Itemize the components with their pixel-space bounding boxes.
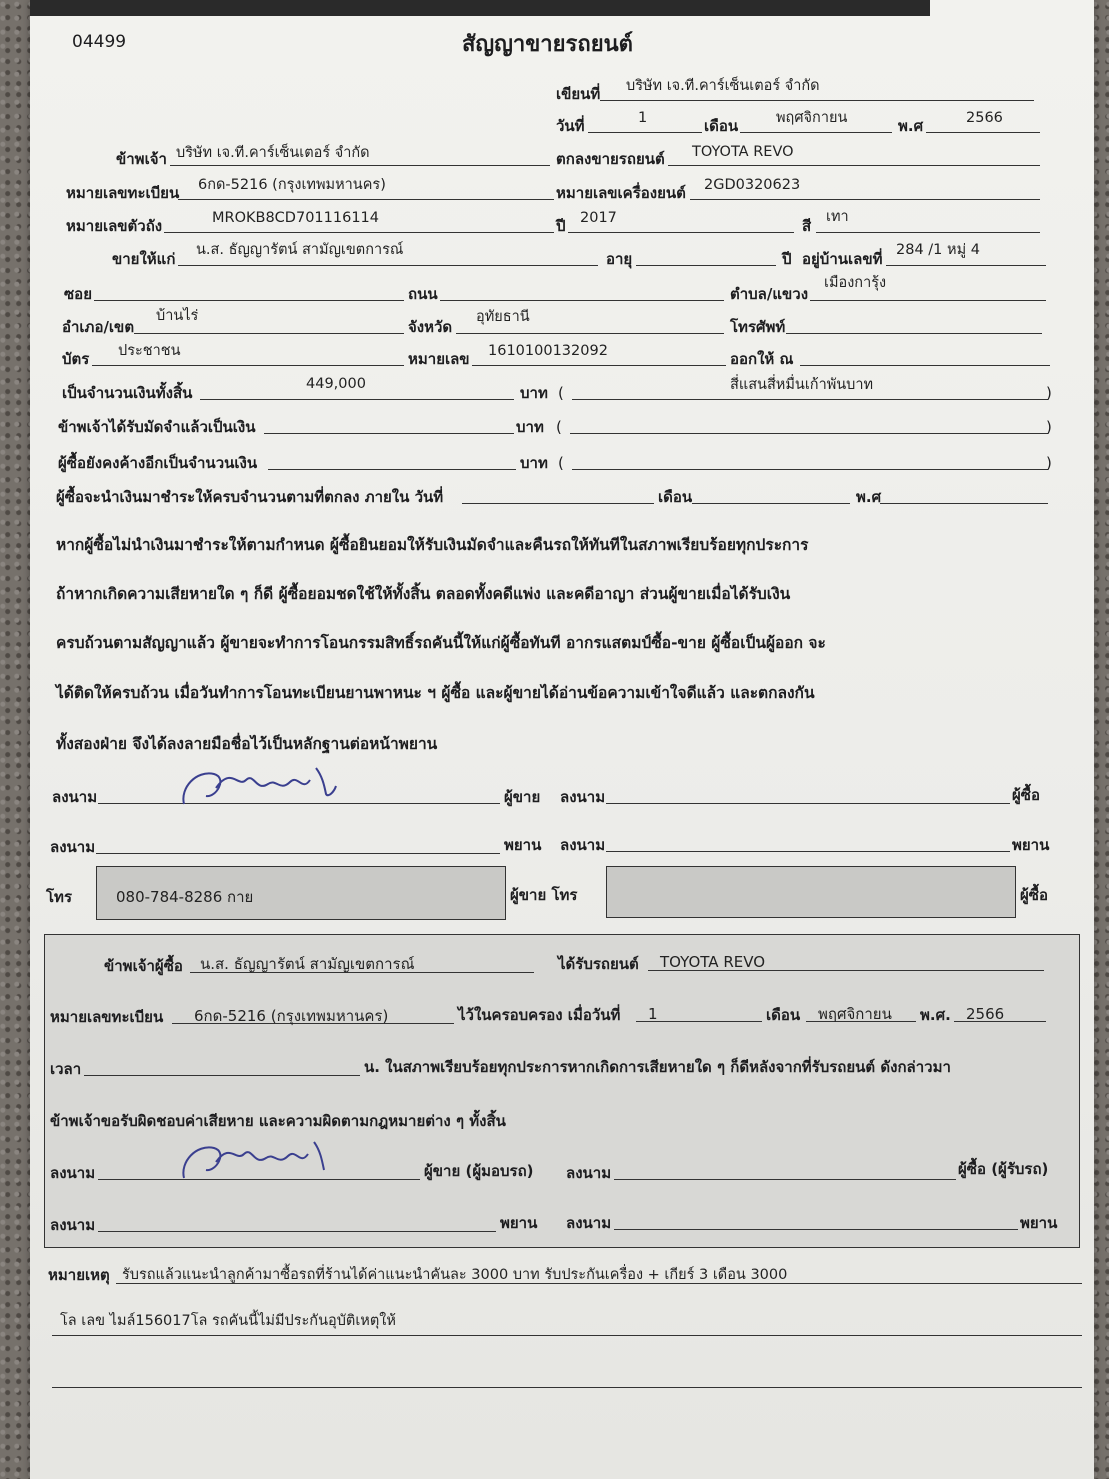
i-am-label: ข้าพเจ้า [116, 150, 167, 168]
phone-label: โทรศัพท์ [730, 318, 786, 336]
issued-at-line [800, 365, 1050, 366]
written-at-line [600, 100, 1034, 101]
province-line [456, 333, 724, 334]
witness2-sign-line [606, 851, 1010, 852]
witness-label-2: พยาน [1012, 836, 1050, 854]
seller-name-value: บริษัท เจ.ที.คาร์เซ็นเตอร์ จำกัด [176, 145, 370, 161]
card-no-label: หมายเลข [408, 350, 470, 368]
car-model-line [668, 165, 1040, 166]
buyer-label-2: ผู้ซื้อ [1020, 886, 1048, 904]
remarks-line-3 [52, 1387, 1082, 1388]
chassis-no-value: MROKB8CD701116114 [212, 210, 379, 226]
date-line [588, 132, 702, 133]
receipt-witness-label-1: พยาน [500, 1214, 538, 1232]
tel-label: โทร [46, 888, 73, 906]
pay-by-year-label: พ.ศ [856, 488, 882, 506]
remaining-label: ผู้ซื้อยังคงค้างอีกเป็นจำนวนเงิน [58, 454, 258, 472]
close-paren-1: ) [1046, 384, 1052, 402]
seller-sign-label: ลงนาม [52, 788, 98, 806]
baht-label-3: บาท [520, 454, 548, 472]
binder-strip [30, 0, 930, 16]
written-at-label: เขียนที่ [556, 85, 601, 103]
date-label: วันที่ [556, 117, 585, 135]
possession-day-value: 1 [648, 1005, 658, 1023]
condition-text: น. ในสภาพเรียบร้อยทุกประการหากเกิดการเสียหายใด ๆ ก็ดีหลังจากที่รับรถยนต์ ดังกล่าวมา [364, 1058, 951, 1076]
witness-label-1: พยาน [504, 836, 542, 854]
clause-line-3: ครบถ้วนตามสัญญาแล้ว ผู้ขายจะทำการโอนกรรมสิทธิ์รถคันนี้ให้แก่ผู้ซื้อทันที อากรแสตมป์ซื้อ-ขาย ผู้ซื้อเป็นผู้ออก จะ [56, 634, 826, 652]
buyer-phone-box [606, 866, 1016, 918]
receipt-witness2-sign-line [614, 1229, 1018, 1230]
baht-label-1: บาท [520, 384, 548, 402]
chassis-no-label: หมายเลขตัวถัง [66, 217, 163, 235]
document-number: 04499 [72, 32, 127, 52]
buyer-label-1: ผู้ซื้อ [1012, 786, 1040, 804]
total-amount-label: เป็นจำนวนเงินทั้งสิ้น [62, 384, 193, 402]
time-label: เวลา [50, 1060, 82, 1078]
seller-name-line [170, 165, 550, 166]
month-value: พฤศจิกายน [776, 110, 848, 126]
receipt-witness2-sign-label: ลงนาม [566, 1214, 612, 1232]
receipt-seller-signature-icon [176, 1134, 336, 1184]
engine-no-label: หมายเลขเครื่องยนต์ [556, 184, 686, 202]
received-car-value: TOYOTA REVO [660, 953, 766, 971]
color-label: สี [802, 217, 812, 235]
subdistrict-label: ตำบล/แขวง [730, 285, 809, 303]
car-year-value: 2017 [580, 210, 617, 226]
remaining-words-line [572, 469, 1048, 470]
responsibility-text: ข้าพเจ้าขอรับผิดชอบค่าเสียหาย และความผิดตามกฎหมายต่าง ๆ ทั้งสิ้น [50, 1112, 506, 1130]
close-paren-2: ) [1046, 418, 1052, 436]
receipt-witness-label-2: พยาน [1020, 1214, 1058, 1232]
car-model-value: TOYOTA REVO [692, 144, 794, 160]
seller-phone-value: 080-784-8286 กาย [116, 888, 254, 906]
remaining-line [268, 469, 516, 470]
seller-tel-label: ผู้ขาย โทร [510, 886, 578, 904]
card-no-line [472, 365, 726, 366]
amount-words-line [572, 399, 1048, 400]
buyer-sign-line [606, 803, 1010, 804]
road-line [440, 300, 724, 301]
deposit-line [264, 433, 514, 434]
possession-label: ไว้ในครอบครอง เมื่อวันที่ [458, 1006, 621, 1024]
reg-no-label: หมายเลขทะเบียน [66, 184, 180, 202]
car-receipt-panel [44, 934, 1080, 1248]
receipt-year-label: พ.ศ. [920, 1006, 951, 1024]
district-line [134, 333, 404, 334]
color-line [816, 232, 1040, 233]
agree-sell-label: ตกลงขายรถยนต์ [556, 150, 665, 168]
road-label: ถนน [408, 285, 438, 303]
car-year-line [568, 232, 794, 233]
receipt-reg-value: 6กด-5216 (กรุงเทพมหานคร) [194, 1007, 389, 1025]
page-title: สัญญาขายรถยนต์ [462, 32, 633, 57]
buyer-name-line [178, 265, 598, 266]
receipt-year-value: 2566 [966, 1005, 1005, 1023]
be-year-line [926, 132, 1040, 133]
remarks-line-2 [52, 1335, 1082, 1336]
chassis-no-line [164, 232, 554, 233]
close-paren-3: ) [1046, 454, 1052, 472]
sell-to-label: ขายให้แก่ [112, 250, 176, 268]
clause-line-2: ถ้าหากเกิดความเสียหายใด ๆ ก็ดี ผู้ซื้อยอมชดใช้ให้ทั้งสิ้น ตลอดทั้งคดีแพ่ง และคดีอาญา ส่วนผู้ขายเมื่อได้รับเงิน [56, 585, 791, 603]
amount-words-value: สี่แสนสี่หมื่นเก้าพันบาท [730, 377, 874, 393]
total-amount-value: 449,000 [306, 376, 366, 392]
card-type-value: ประชาชน [118, 343, 181, 359]
remarks-label: หมายเหตุ [48, 1266, 110, 1284]
engine-no-line [690, 199, 1040, 200]
witness2-sign-label: ลงนาม [560, 836, 606, 854]
house-no-line [886, 265, 1046, 266]
remarks-text-2: โล เลข ไมล์156017โล รถคันนี้ไม่มีประกันอุบัติเหตุให้ [60, 1313, 396, 1329]
district-value: บ้านไร่ [156, 308, 199, 324]
time-line [84, 1075, 360, 1076]
total-amount-line [200, 399, 514, 400]
engine-no-value: 2GD0320623 [704, 177, 801, 193]
province-value: อุทัยธานี [476, 309, 530, 325]
receipt-buyer-sign-line [614, 1179, 956, 1180]
deposit-label: ข้าพเจ้าได้รับมัดจำแล้วเป็นเงิน [58, 418, 256, 436]
subdistrict-value: เมืองการุ้ง [824, 275, 887, 291]
date-value: 1 [638, 110, 648, 126]
buyer-name-value: น.ส. ธัญญารัตน์ สามัญเขตการณ์ [196, 242, 404, 258]
pay-by-label: ผู้ซื้อจะนำเงินมาชำระให้ครบจำนวนตามที่ตกลง ภายใน วันที่ [56, 488, 444, 506]
pay-by-year-line [880, 503, 1048, 504]
soi-line [94, 300, 404, 301]
color-value: เทา [826, 209, 849, 225]
receipt-seller-sign-label: ลงนาม [50, 1164, 96, 1182]
seller-signature-icon [176, 758, 346, 810]
received-car-label: ได้รับรถยนต์ [558, 955, 639, 973]
age-line [636, 265, 776, 266]
age-label: อายุ [606, 250, 633, 268]
subdistrict-line [810, 300, 1046, 301]
open-paren-1: ( [558, 384, 564, 402]
clause-line-5: ทั้งสองฝ่าย จึงได้ลงลายมือชื่อไว้เป็นหลักฐานต่อหน้าพยาน [56, 735, 438, 753]
receipt-witness1-sign-label: ลงนาม [50, 1216, 96, 1234]
house-no-label: อยู่บ้านเลขที่ [802, 250, 883, 268]
baht-label-2: บาท [516, 418, 544, 436]
soi-label: ซอย [64, 285, 92, 303]
month-label: เดือน [704, 117, 739, 135]
remarks-text-1: รับรถแล้วแนะนำลูกค้ามาซื้อรถที่ร้านได้ค่าแนะนำคันละ 3000 บาท รับประกันเครื่อง + เกียร์ 3 เดือน 3000 [122, 1267, 788, 1283]
card-no-value: 1610100132092 [488, 343, 608, 359]
receipt-buyer-value: น.ส. ธัญญารัตน์ สามัญเขตการณ์ [200, 955, 415, 973]
receipt-month-label: เดือน [766, 1006, 801, 1024]
province-label: จังหวัด [408, 318, 453, 336]
deposit-words-line [570, 433, 1048, 434]
month-line [740, 132, 892, 133]
be-year-value: 2566 [966, 110, 1003, 126]
buyer-receive-label: ผู้ซื้อ (ผู้รับรถ) [958, 1160, 1049, 1178]
district-label: อำเภอ/เขต [62, 318, 135, 336]
receipt-month-value: พฤศจิกายน [818, 1005, 892, 1023]
receipt-buyer-label: ข้าพเจ้าผู้ซื้อ [104, 957, 183, 975]
clause-line-4: ได้ติดให้ครบถ้วน เมื่อวันทำการโอนทะเบียนยานพาหนะ ฯ ผู้ซื้อ และผู้ขายได้อ่านข้อความเข้าใจดีแล้ว และตกลงกัน [56, 684, 815, 702]
issued-at-label: ออกให้ ณ [730, 350, 794, 368]
receipt-witness1-sign-line [98, 1231, 496, 1232]
open-paren-2: ( [556, 418, 562, 436]
pay-by-date-line [462, 503, 654, 504]
clause-line-1: หากผู้ซื้อไม่นำเงินมาชำระให้ตามกำหนด ผู้ซื้อยินยอมให้รับเงินมัดจำและคืนรถให้ทันทีในสภาพเรียบร้อยทุกประการ [56, 536, 809, 554]
pay-by-month-line [692, 503, 850, 504]
witness1-sign-line [96, 853, 500, 854]
witness1-sign-label: ลงนาม [50, 838, 96, 856]
pay-by-month-label: เดือน [658, 488, 693, 506]
age-year-label: ปี [782, 250, 792, 268]
seller-label-1: ผู้ขาย [504, 788, 541, 806]
open-paren-3: ( [558, 454, 564, 472]
buyer-sign-label: ลงนาม [560, 788, 606, 806]
written-at-value: บริษัท เจ.ที.คาร์เซ็นเตอร์ จำกัด [626, 78, 820, 94]
reg-no-value: 6กด-5216 (กรุงเทพมหานคร) [198, 177, 386, 193]
receipt-buyer-sign-label: ลงนาม [566, 1164, 612, 1182]
house-no-value: 284 /1 หมู่ 4 [896, 242, 980, 258]
be-year-label: พ.ศ [898, 117, 924, 135]
receipt-reg-label: หมายเลขทะเบียน [50, 1008, 164, 1026]
card-type-line [92, 365, 404, 366]
car-year-label: ปี [556, 217, 566, 235]
reg-no-line [178, 199, 554, 200]
card-label: บัตร [62, 350, 90, 368]
seller-deliver-label: ผู้ขาย (ผู้มอบรถ) [424, 1162, 534, 1180]
phone-line [786, 333, 1042, 334]
